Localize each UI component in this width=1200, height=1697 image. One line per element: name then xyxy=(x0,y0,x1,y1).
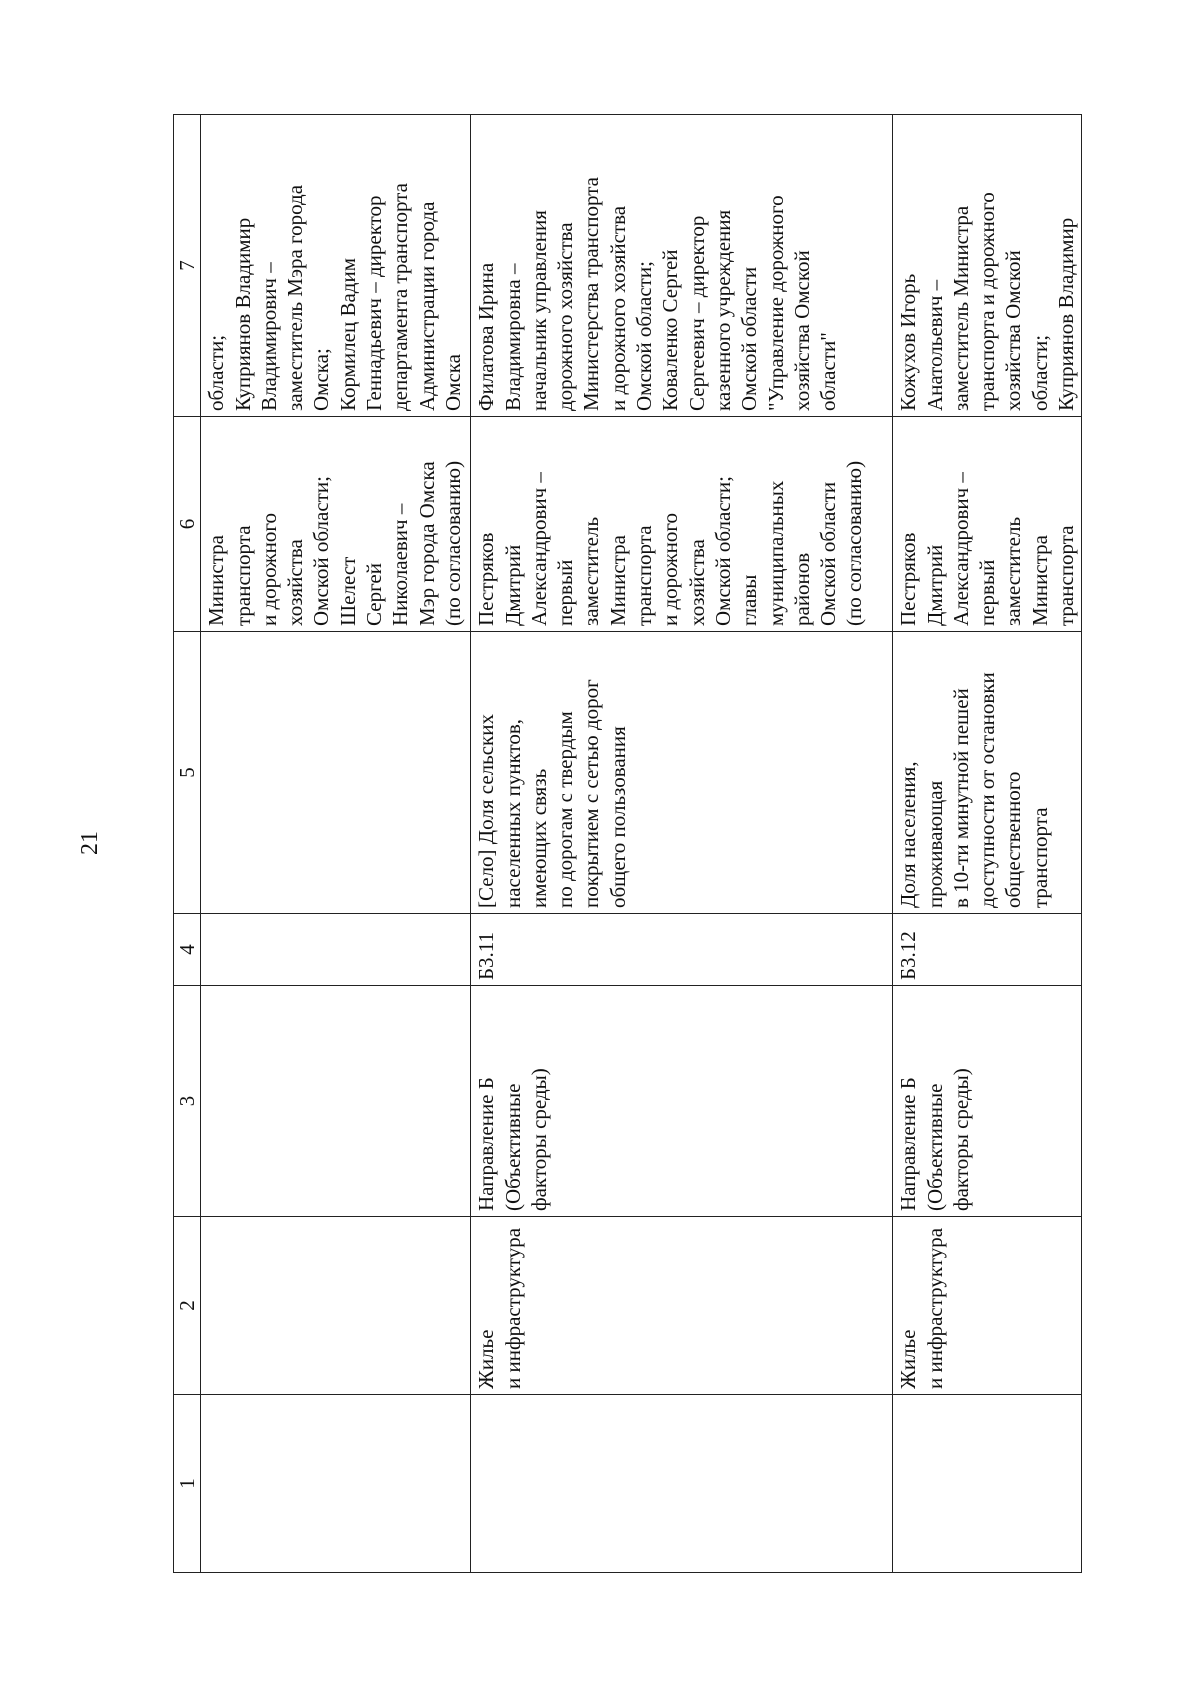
cell-direction xyxy=(201,986,471,1217)
page-number: 21 xyxy=(76,831,103,855)
header-cell-7: 7 xyxy=(174,115,201,417)
header-cell-4: 4 xyxy=(174,914,201,986)
cell-sphere: Жилье и инфраструктура xyxy=(471,1217,893,1395)
table-row xyxy=(471,115,893,1573)
cell-indicator xyxy=(201,632,471,914)
header-cell-5: 5 xyxy=(174,632,201,914)
table-header-row xyxy=(174,115,201,1573)
cell-responsible: Министра транспорта и дорожного хозяйства Омской области; Шелест Сергей Николаевич – Мэр города Омска (по согласованию) xyxy=(201,417,471,632)
cell-responsible: Пестряков Дмитрий Александрович – первый заместитель Министра транспорта и дорожного хозяйства Омской области; главы муниципальных районов Омской области (по согласованию) xyxy=(471,417,893,632)
table-row xyxy=(201,115,471,1573)
table-row xyxy=(893,115,1082,1573)
cell-code: Б3.12 xyxy=(893,914,1082,986)
cell-executors: Кожухов Игорь Анатольевич – заместитель Министра транспорта и дорожного хозяйства Омской области; Куприянов Владимир xyxy=(893,115,1082,417)
cell-number xyxy=(201,1395,471,1573)
cell-sphere xyxy=(201,1217,471,1395)
header-cell-3: 3 xyxy=(174,986,201,1217)
cell-indicator: [Село] Доля сельских населенных пунктов, имеющих связь по дорогам с твердым покрытием с сетью дорог общего пользования xyxy=(471,632,893,914)
cell-executors: Филатова Ирина Владимировна – начальник управления дорожного хозяйства Министерства транспорта и дорожного хозяйства Омской области; Коваленко Сергей Сергеевич – директор казенного учреждения Омской области "Управление дорожного хозяйства Омской области" xyxy=(471,115,893,417)
cell-sphere: Жилье и инфраструктура xyxy=(893,1217,1082,1395)
cell-direction: Направление Б (Объективные факторы среды) xyxy=(471,986,893,1217)
cell-code: Б3.11 xyxy=(471,914,893,986)
cell-code xyxy=(201,914,471,986)
header-cell-1: 1 xyxy=(174,1395,201,1573)
cell-number xyxy=(893,1395,1082,1573)
cell-number xyxy=(471,1395,893,1573)
responsibility-table xyxy=(173,115,1078,1573)
cell-indicator: Доля населения, проживающая в 10-ти минутной пешей доступности от остановки общественного транспорта xyxy=(893,632,1082,914)
cell-executors: области; Куприянов Владимир Владимирович – заместитель Мэра города Омска; Кормилец Вадим Геннадьевич – директор департамента транспорта Администрации города Омска xyxy=(201,115,471,417)
table xyxy=(173,114,1082,1573)
header-cell-2: 2 xyxy=(174,1217,201,1395)
cell-direction: Направление Б (Объективные факторы среды) xyxy=(893,986,1082,1217)
cell-responsible: Пестряков Дмитрий Александрович – первый заместитель Министра транспорта xyxy=(893,417,1082,632)
header-cell-6: 6 xyxy=(174,417,201,632)
